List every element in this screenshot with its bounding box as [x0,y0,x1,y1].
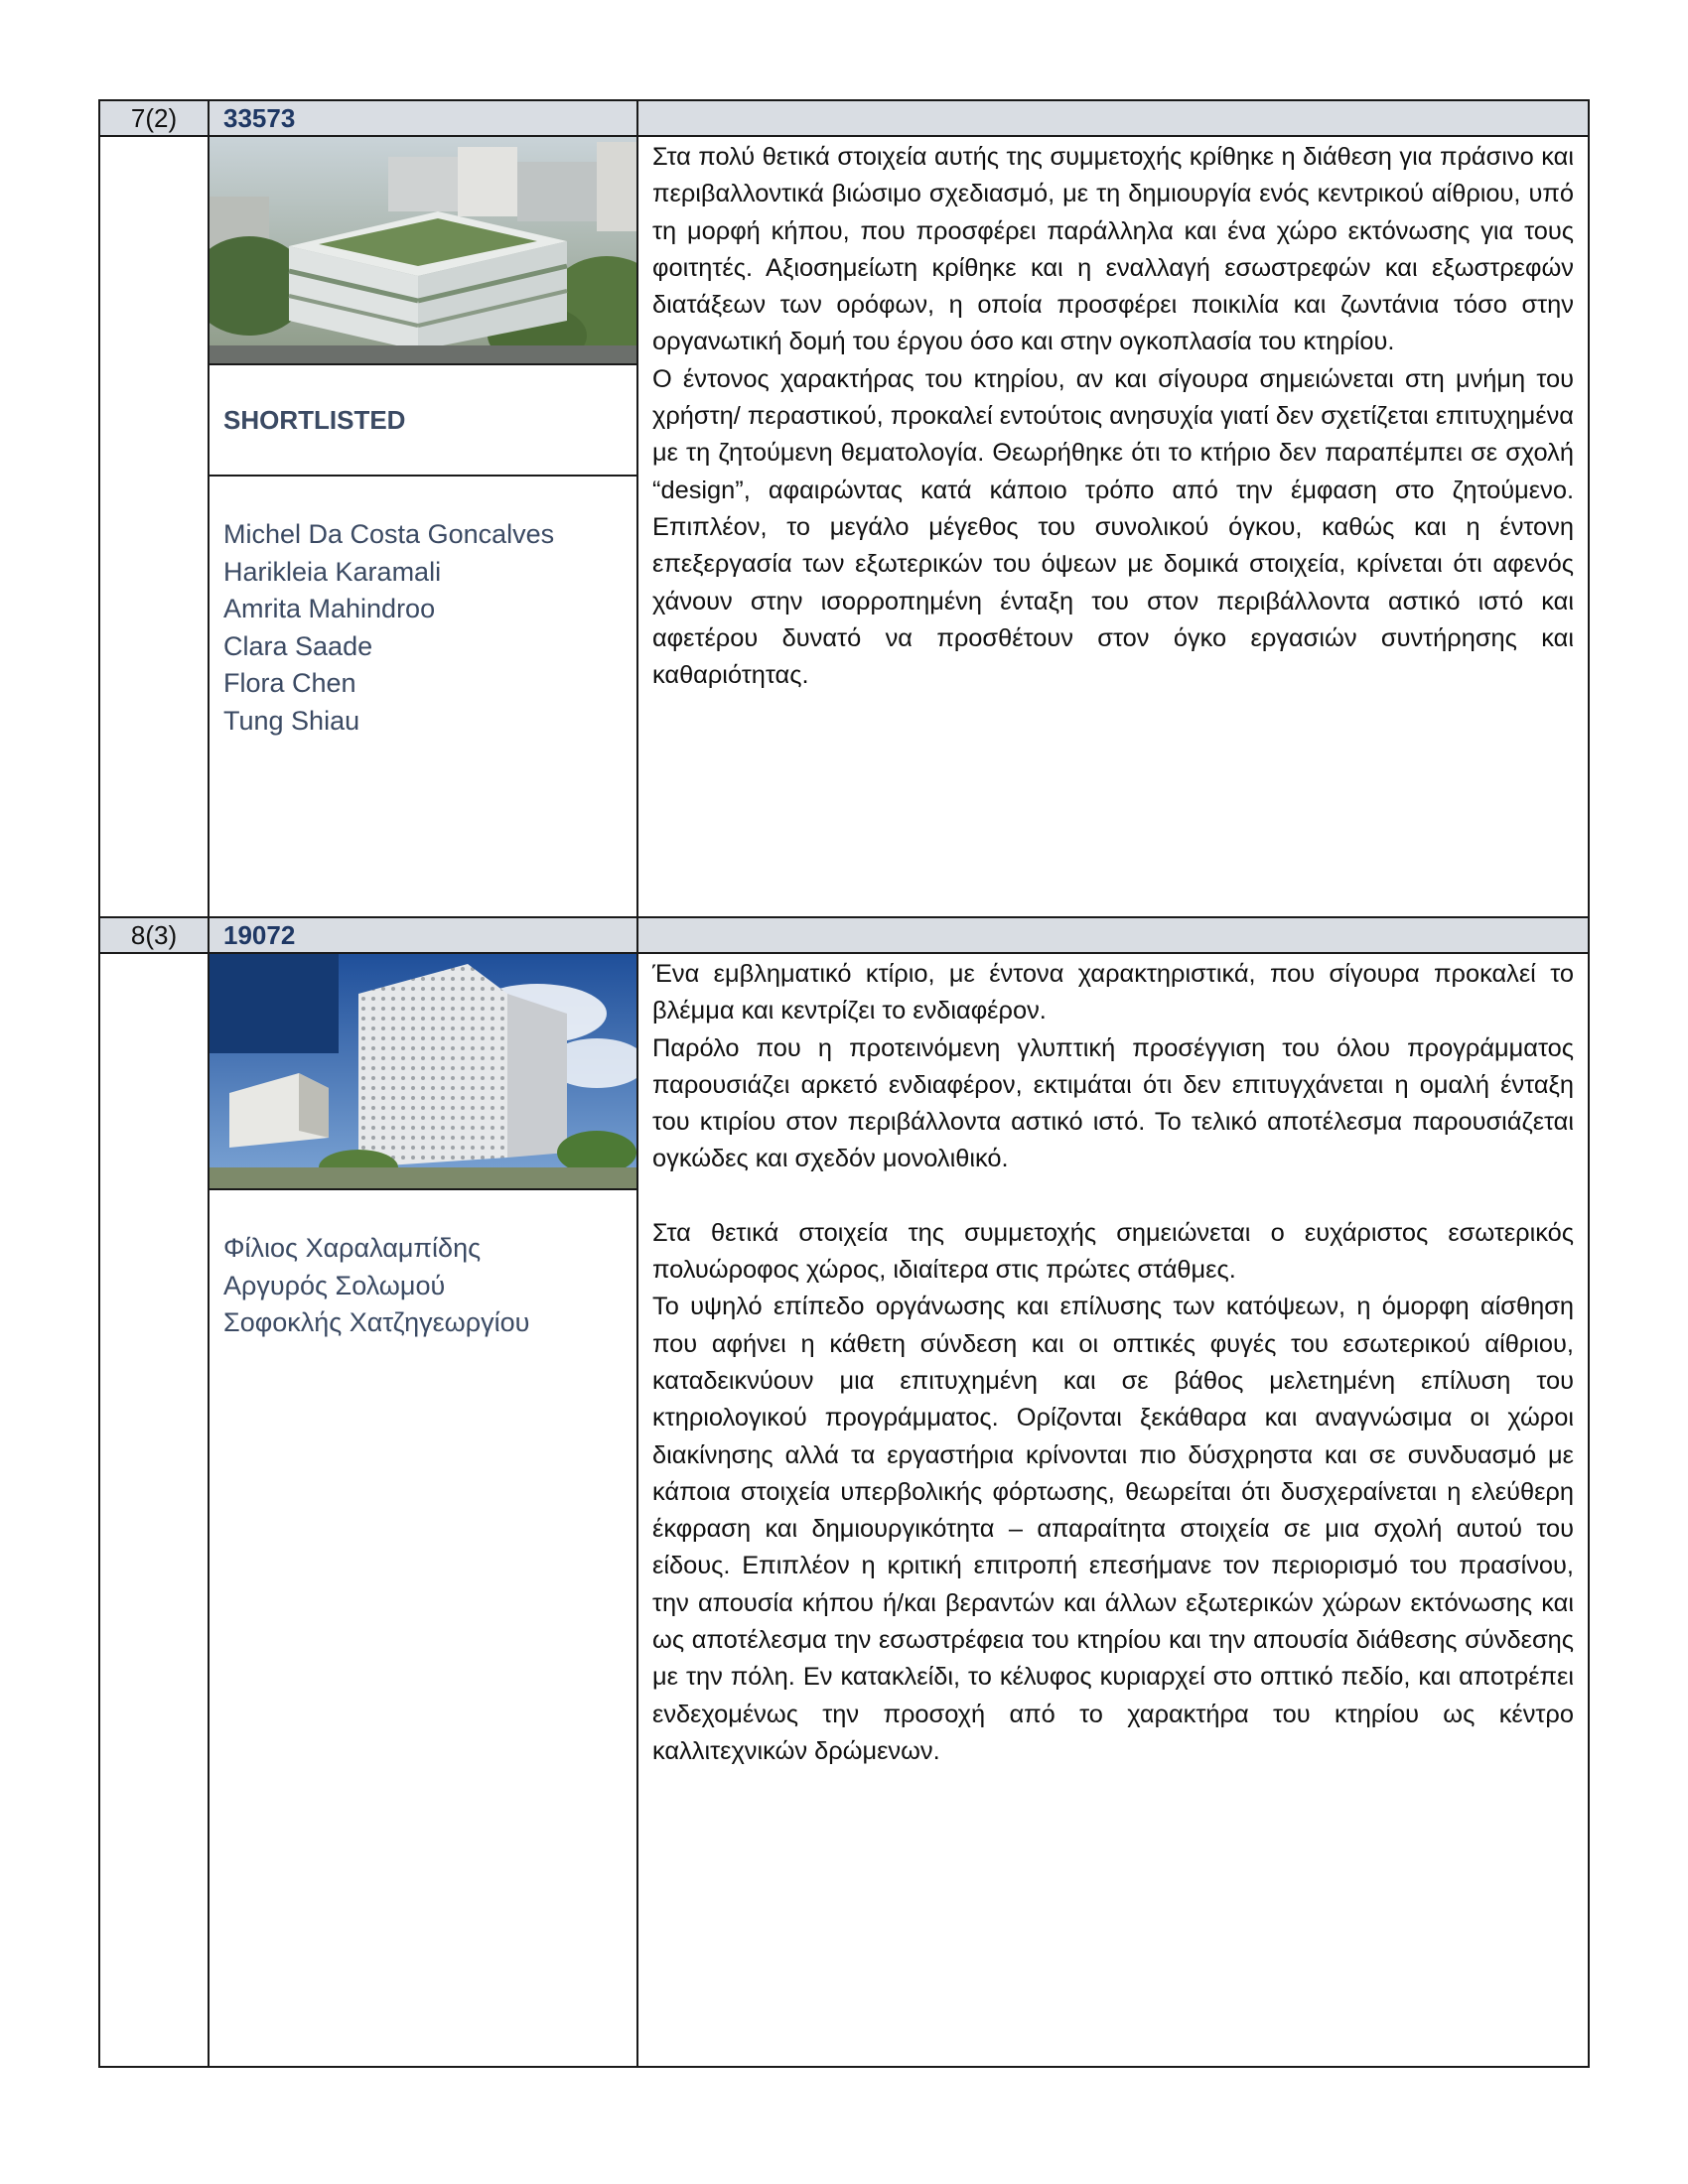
entry-number: 7(2) [99,100,209,136]
entry-code: 19072 [209,917,637,953]
evaluation-paragraph: Στα πολύ θετικά στοιχεία αυτής της συμμετοχής κρίθηκε η διάθεση για πράσινο και περιβαλλοντικά βιώσιμο σχεδιασμό, με τη δημιουργία ενός κεντρικού αίθριου, υπό τη μορφή κήπου, που προσφέρει παράλληλα και ένα χώρο εκτόνωσης για τους φοιτητές. Αξιοσημείωτη κρίθηκε και η εναλλαγή εσωστρεφών και εξωστρεφών διατάξεων των ορόφων, η οποία προσφέρει ποικιλία και ζωντάνια τόσο στην οργανωτική δομή του έργου όσο και στην ογκοπλασία του κτηρίου. [652,143,1574,356]
entry-side-cell [99,953,209,2067]
entry-info-cell [209,136,637,917]
entry-code: 33573 [209,100,637,136]
jury-evaluation-table [98,99,1590,2068]
team-member: Tung Shiau [223,705,360,736]
evaluation-paragraph: Παρόλο που η προτεινόμενη γλυπτική προσέγγιση του όλου προγράμματος παρουσιάζει αρκετό ενδιαφέρον, εκτιμάται ότι δεν επιτυγχάνεται η ομαλή ένταξη του κτιρίου στον περιβάλλοντα αστικό ιστό. Το τελικό αποτέλεσμα παρουσιάζεται ογκώδες και σχεδόν μονολιθικό. [652,1033,1574,1173]
team-member: Flora Chen [223,668,356,698]
building-render-perforated-facade-image [210,954,636,1188]
evaluation-text-cell [637,953,1589,2067]
team-member: Σοφοκλής Χατζηγεωργίου [223,1307,530,1337]
evaluation-paragraph: Ο έντονος χαρακτήρας του κτηρίου, αν και σίγουρα σημειώνεται στη μνήμη του χρήστη/ περαστικού, προκαλεί εντούτοις ανησυχία γιατί δεν σχετίζεται επιτυχημένα με τη ζητούμενη θεματολογία. Θεωρήθηκε ότι το κτήριο δεν παραπέμπει σε σχολή “design”, αφαιρώντας κατά κάποιο τρόπο από την έμφαση στο ζητούμενο. Επιπλέον, το μεγάλο μέγεθος του συνολικού όγκου, καθώς και η έντονη επεξεργασία των εξωτερικών του όψεων με δομικά στοιχεία, κρίνεται ότι αφενός χάνουν στην ισορροπημένη ένταξη του στον περιβάλλοντα αστικό ιστό και αφετέρου δυνατό να προσθέτουν στον όγκο εργασιών συντήρησης και καθαριότητας. [652,364,1574,690]
team-member: Amrita Mahindroo [223,594,436,623]
entry-body-row [99,953,1589,2067]
project-image [210,137,636,365]
entry-header-row [99,100,1589,136]
entry-side-cell [99,136,209,917]
entry-header-row [99,917,1589,953]
entry-number: 8(3) [99,917,209,953]
evaluation-paragraph: Στα θετικά στοιχεία της συμμετοχής σημειώνεται ο ευχάριστος εσωτερικός πολυώροφος χώρος, ιδιαίτερα στις πρώτες στάθμες. [652,1218,1574,1285]
team-member: Φίλιος Χαραλαμπίδης [223,1233,482,1263]
entry-body-row [99,136,1589,917]
entry-info-cell [209,953,637,2067]
team-list [210,477,636,740]
team-list [210,1190,636,1342]
team-member: Clara Saade [223,630,373,661]
team-member: Michel Da Costa Goncalves [223,519,555,549]
project-image [210,954,636,1190]
evaluation-paragraph: Ένα εμβληματικό κτίριο, με έντονα χαρακτηριστικά, που σίγουρα προκαλεί το βλέμμα και κεντρίζει το ενδιαφέρον. [652,960,1574,1025]
header-empty-cell [637,917,1589,953]
evaluation-text-cell [637,136,1589,917]
team-member: Αργυρός Σολωμού [223,1270,446,1300]
status-label: SHORTLISTED [210,365,636,477]
header-empty-cell [637,100,1589,136]
evaluation-paragraph: Το υψηλό επίπεδο οργάνωσης και επίλυσης των κατόψεων, η όμορφη αίσθηση που αφήνει η κάθετη σύνδεση και οι οπτικές φυγές του εσωτερικού αίθριου, καταδεικνύουν μια επιτυχημένη και σε βάθος μελετημένη επίλυση του κτηριολογικού προγράμματος. Ορίζονται ξεκάθαρα και αναγνώσιμα οι χώροι διακίνησης αλλά τα εργαστήρια κρίνονται πιο δύσχρηστα και σε συνδυασμό με κάποια στοιχεία υπερβολικής φόρτωσης, θεωρείται ότι δυσχεραίνεται η ελεύθερη έκφραση και δημιουργικότητα – απαραίτητα στοιχεία σε μια σχολή αυτού του είδους. Επιπλέον η κριτική επιτροπή επεσήμανε τον περιορισμό του πρασίνου, την απουσία κήπου ή/και βεραντών και άλλων εξωτερικών χώρων εκτόνωσης και ως αποτέλεσμα την εσωστρέφεια του κτηρίου και την απουσία διάθεσης σύνδεσης με την πόλη. Εν κατακλείδι, το κέλυφος κυριαρχεί στο οπτικό πεδίο, και αποτρέπει ενδεχομένως την προσοχή από το χαρακτήρα του κτηρίου ως κέντρο καλλιτεχνικών δρώμενων. [652,1293,1574,1765]
building-render-green-atrium-image [210,137,636,363]
team-member: Harikleia Karamali [223,556,442,587]
